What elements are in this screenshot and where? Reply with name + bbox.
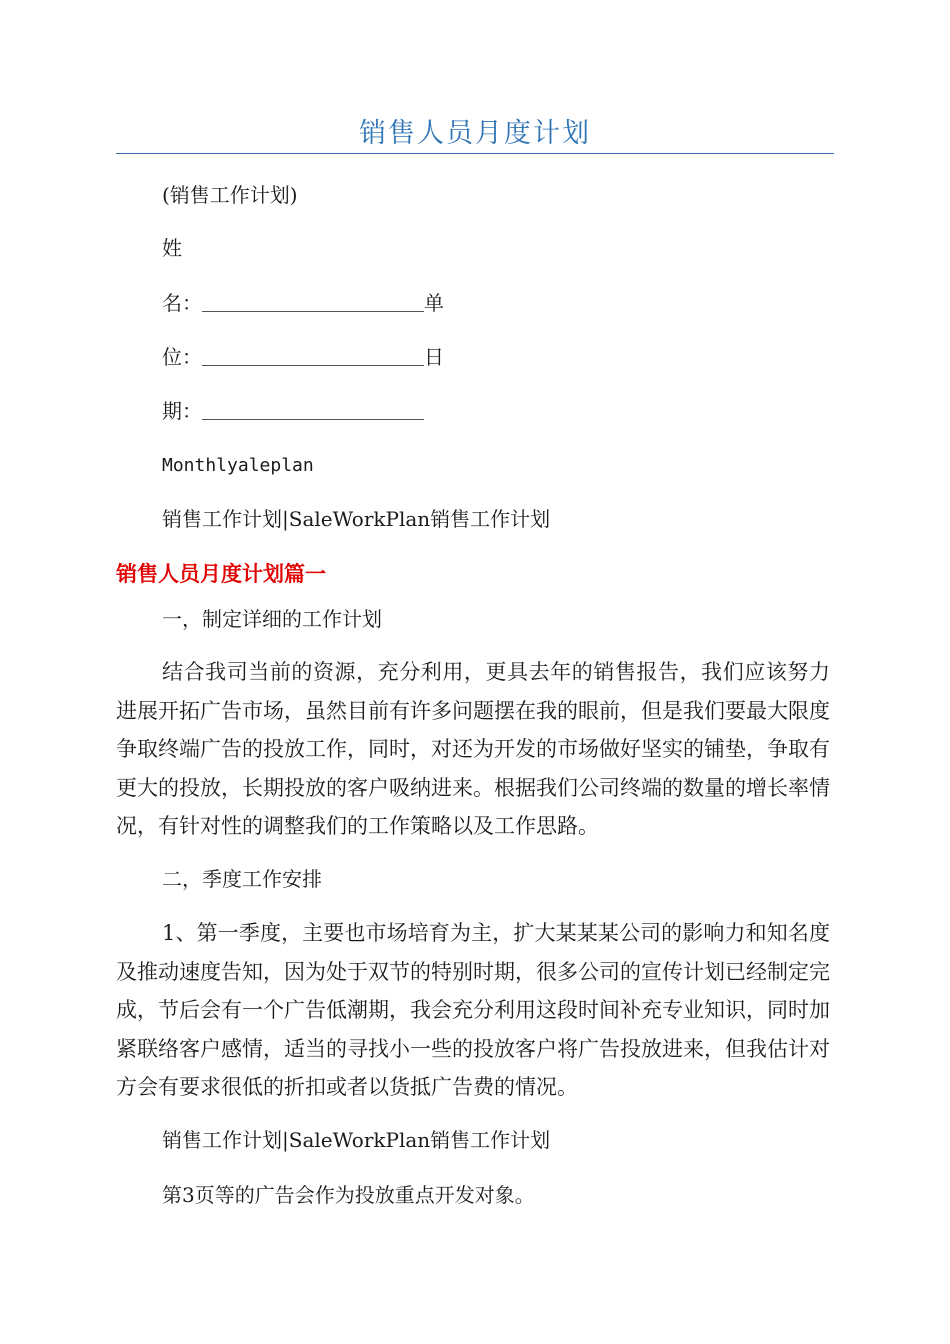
paragraph-2: 1、第一季度，主要也市场培育为主，扩大某某某公司的影响力和知名度及推动速度告知，因为处于双节的特别时期，很多公司的宣传计划已经制定完成，节后会有一个广告低潮期，我会充分利用这段时间补充专业知识，同时加紧联络客户感情，适当的寻找小一些的投放客户将广告投放进来，但我估计对方会有要求很低的折扣或者以货抵广告费的情况。 bbox=[116, 921, 830, 1099]
name-blank bbox=[202, 291, 424, 312]
paragraph-1: 结合我司当前的资源，充分利用，更具去年的销售报告，我们应该努力进展开拓广告市场，虽然目前有许多问题摆在我的眼前，但是我们要最大限度争取终端广告的投放工作，同时，对还为开发的市场做好坚实的铺垫，争取有更大的投放，长期投放的客户吸纳进来。根据我们公司终端的数量的增长率情况，有针对性的调整我们的工作策略以及工作思路。 bbox=[116, 660, 830, 838]
document-title: 销售人员月度计划 bbox=[359, 118, 591, 149]
form-unit-row bbox=[162, 342, 444, 372]
english-line: Monthlyaleplan bbox=[162, 455, 314, 476]
section-heading: 销售人员月度计划篇一 bbox=[116, 562, 326, 586]
form-ri: 日 bbox=[424, 345, 444, 369]
unit-label: 位： bbox=[162, 345, 202, 369]
footer-line-2: 销售工作计划|SaleWorkPlan销售工作计划 bbox=[162, 1128, 551, 1152]
last-line: 第3页等的广告会作为投放重点开发对象。 bbox=[162, 1183, 535, 1207]
form-name-row bbox=[162, 288, 444, 318]
item-1: 一，制定详细的工作计划 bbox=[162, 607, 382, 631]
date-blank bbox=[202, 399, 424, 420]
form-dan: 单 bbox=[424, 291, 444, 315]
item-2: 二，季度工作安排 bbox=[162, 867, 322, 891]
title-underline bbox=[116, 153, 834, 154]
form-xing: 姓 bbox=[162, 236, 182, 260]
name-label: 名： bbox=[162, 291, 202, 315]
subtitle: (销售工作计划) bbox=[162, 183, 298, 207]
unit-blank bbox=[202, 345, 424, 366]
footer-line: 销售工作计划|SaleWorkPlan销售工作计划 bbox=[162, 507, 551, 531]
form-date-row bbox=[162, 396, 424, 426]
date-label: 期： bbox=[162, 399, 202, 423]
